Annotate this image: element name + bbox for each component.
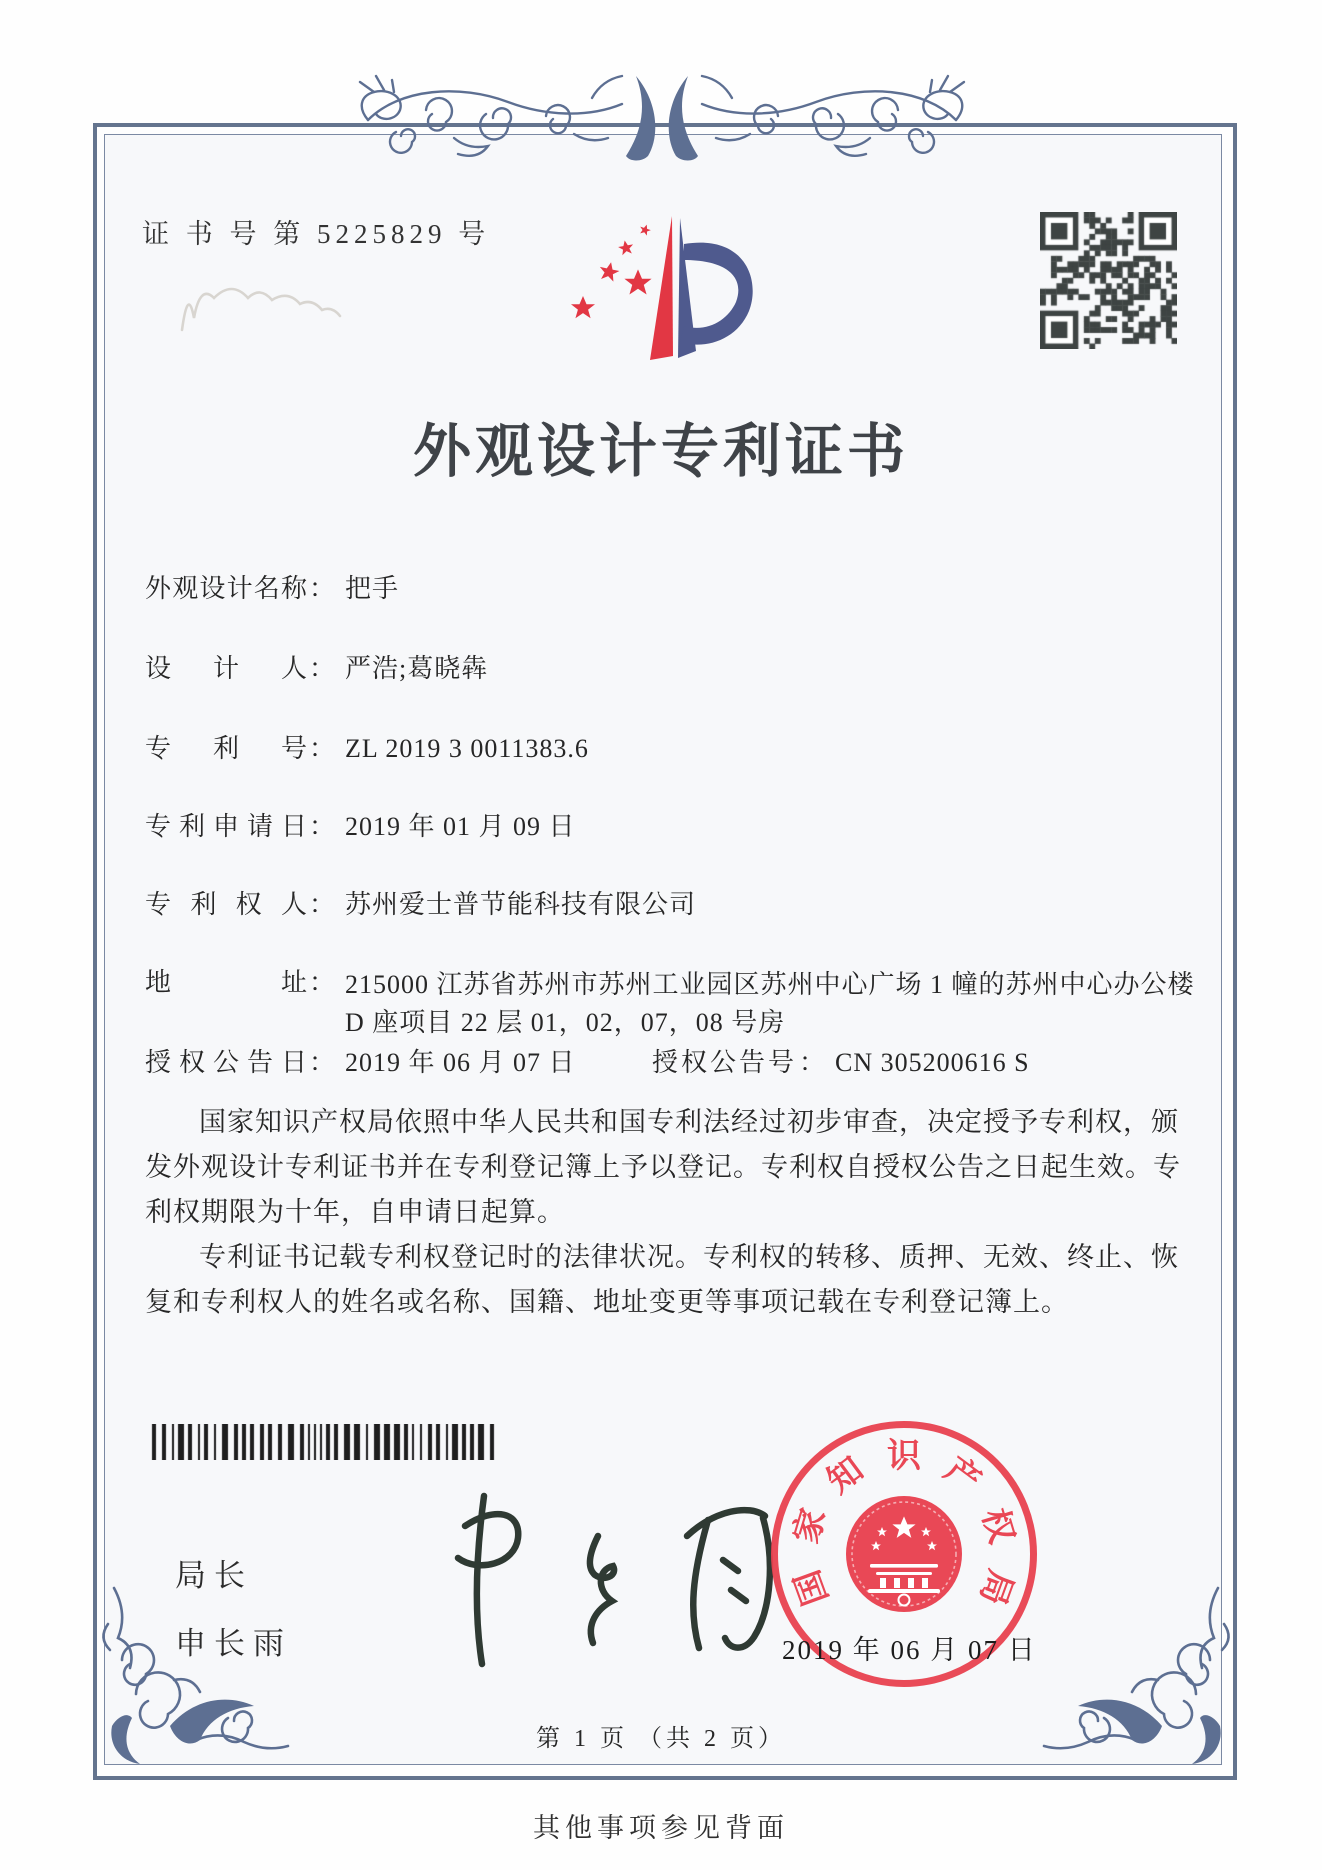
legal-text	[145, 1100, 1195, 1325]
field-value: 严浩;葛晓犇	[345, 654, 489, 683]
field-design-name	[145, 572, 1215, 606]
back-side-note: 其他事项参见背面	[533, 1813, 789, 1843]
field-colon: ：	[309, 654, 336, 683]
field-value: 2019 年 06 月 07 日	[345, 1048, 576, 1077]
qr-code	[1040, 212, 1177, 349]
field-label: 专利权人	[145, 890, 307, 919]
field-designer	[145, 652, 1215, 686]
field-label: 外观设计名称	[145, 574, 307, 603]
certificate-title: 外观设计专利证书	[412, 419, 909, 484]
field-colon: ：	[309, 1048, 336, 1077]
field-label: 设计人	[145, 654, 307, 683]
barcode	[150, 1424, 497, 1460]
field-value: 215000 江苏省苏州市苏州工业园区苏州中心广场 1 幢的苏州中心办公楼 D 座项目 22 层 01，02，07，08 号房	[345, 970, 1195, 1037]
field-value: ZL 2019 3 0011383.6	[345, 734, 589, 763]
field-patentee	[145, 888, 1215, 922]
official-title: 局长	[175, 1558, 253, 1593]
field-label: 地址	[145, 968, 307, 997]
national-emblem	[840, 1490, 968, 1618]
field-label: 授权公告号	[652, 1048, 798, 1077]
seal-ring-char: 识	[887, 1438, 921, 1475]
seal-ring-char: 产	[937, 1450, 987, 1501]
certificate-number: 证 书 号 第 5225829 号	[142, 219, 491, 249]
field-address	[145, 966, 1215, 1042]
field-patent-number	[145, 732, 1215, 766]
field-value: 苏州爱士普节能科技有限公司	[345, 890, 697, 919]
pencil-annotation	[168, 252, 448, 352]
official-name: 申长雨	[175, 1626, 292, 1661]
seal-ring-char: 权	[974, 1504, 1021, 1548]
seal-ring-char: 家	[787, 1504, 834, 1548]
logo-red-wedge	[650, 216, 673, 360]
field-colon: ：	[309, 968, 336, 997]
page-number: 第 1 页 （共 2 页）	[536, 1726, 786, 1752]
dragon-ornament	[330, 58, 994, 188]
field-label: 专利申请日	[145, 812, 307, 841]
seal-ring-char: 国	[789, 1565, 836, 1610]
seal-date: 2019 年 06 月 07 日	[782, 1635, 1037, 1665]
legal-paragraph-1: 国家知识产权局依照中华人民共和国专利法经过初步审查，决定授予专利权，颁发外观设计专利证书并在专利登记簿上予以登记。专利权自授权公告之日起生效。专利权期限为十年，自申请日起算。	[145, 1107, 1181, 1227]
field-label: 专利号	[145, 734, 307, 763]
field-grant-number	[652, 1046, 1030, 1080]
signature-handwriting	[395, 1478, 795, 1688]
field-grant-row	[145, 1046, 1215, 1080]
field-application-date	[145, 810, 1215, 844]
logo-stars	[571, 223, 652, 318]
cnipa-logo	[553, 208, 758, 376]
field-colon: ：	[309, 812, 336, 841]
field-value: CN 305200616 S	[835, 1048, 1030, 1077]
field-colon: ：	[799, 1048, 826, 1077]
field-colon: ：	[309, 734, 336, 763]
seal-ring-char: 知	[821, 1450, 871, 1501]
field-colon: ：	[309, 574, 336, 603]
field-value: 2019 年 01 月 09 日	[345, 812, 576, 841]
seal-ring-char: 局	[972, 1565, 1019, 1610]
field-colon: ：	[309, 890, 336, 919]
field-label: 授权公告日	[145, 1048, 307, 1077]
field-grant-date	[145, 1048, 576, 1077]
legal-paragraph-2: 专利证书记载专利权登记时的法律状况。专利权的转移、质押、无效、终止、恢复和专利权人的姓名或名称、国籍、地址变更等事项记载在专利登记簿上。	[145, 1242, 1179, 1317]
logo-blue-bowl	[680, 243, 753, 345]
field-value: 把手	[345, 574, 400, 603]
